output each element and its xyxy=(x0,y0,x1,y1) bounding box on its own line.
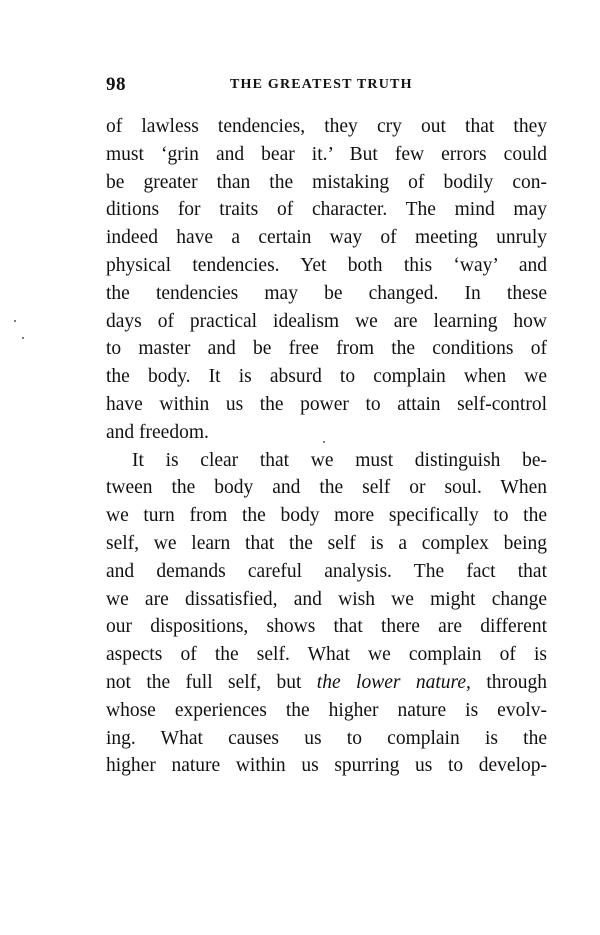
text-line: and freedom. xyxy=(106,421,209,443)
text-line: to master and be free from the conditions of xyxy=(106,338,547,360)
page-number: 98 xyxy=(106,74,126,95)
text-line: tween the body and the self or soul. When xyxy=(106,477,547,499)
text-line: physical tendencies. Yet both this ‘way’ and xyxy=(106,254,547,276)
text-line: indeed have a certain way of meeting unruly xyxy=(106,227,547,249)
running-head xyxy=(106,74,547,98)
text-line: be greater than the mistaking of bodily con- xyxy=(106,171,547,193)
text-line: we turn from the body more specifically to the xyxy=(106,505,547,527)
text-line: aspects of the self. What we complain of is xyxy=(106,644,547,666)
text-segment: not the full self, but xyxy=(106,671,317,693)
ink-speck xyxy=(14,320,16,322)
italic-phrase: the lower nature, xyxy=(316,671,471,693)
text-line: the tendencies may be changed. In these xyxy=(106,282,547,304)
text-line: our dispositions, shows that there are different xyxy=(106,616,547,638)
text-line: the body. It is absurd to complain when we xyxy=(106,366,547,388)
text-line: must ‘grin and bear it.’ But few errors could xyxy=(106,143,547,165)
ink-speck xyxy=(323,441,325,443)
running-title: THE GREATEST TRUTH xyxy=(230,77,413,92)
text-line: ing. What causes us to complain is the xyxy=(106,727,547,749)
text-line: and demands careful analysis. The fact that xyxy=(106,560,547,582)
text-line: higher nature within us spurring us to develop- xyxy=(106,755,547,777)
body-text xyxy=(106,113,547,780)
text-line: have within us the power to attain self-control xyxy=(106,393,547,415)
text-line-with-italic xyxy=(106,669,547,697)
paragraph-first-line: It is clear that we must distinguish be- xyxy=(132,449,547,471)
ink-speck xyxy=(22,337,24,339)
text-line: days of practical idealism we are learning how xyxy=(106,310,547,332)
text-line: ditions for traits of character. The mind may xyxy=(106,199,547,221)
text-line: self, we learn that the self is a complex being xyxy=(106,532,547,554)
text-segment: through xyxy=(470,671,547,693)
text-line: of lawless tendencies, they cry out that they xyxy=(106,116,547,137)
text-line: we are dissatisfied, and wish we might change xyxy=(106,588,547,610)
text-line: whose experiences the higher nature is evolv- xyxy=(106,699,547,721)
